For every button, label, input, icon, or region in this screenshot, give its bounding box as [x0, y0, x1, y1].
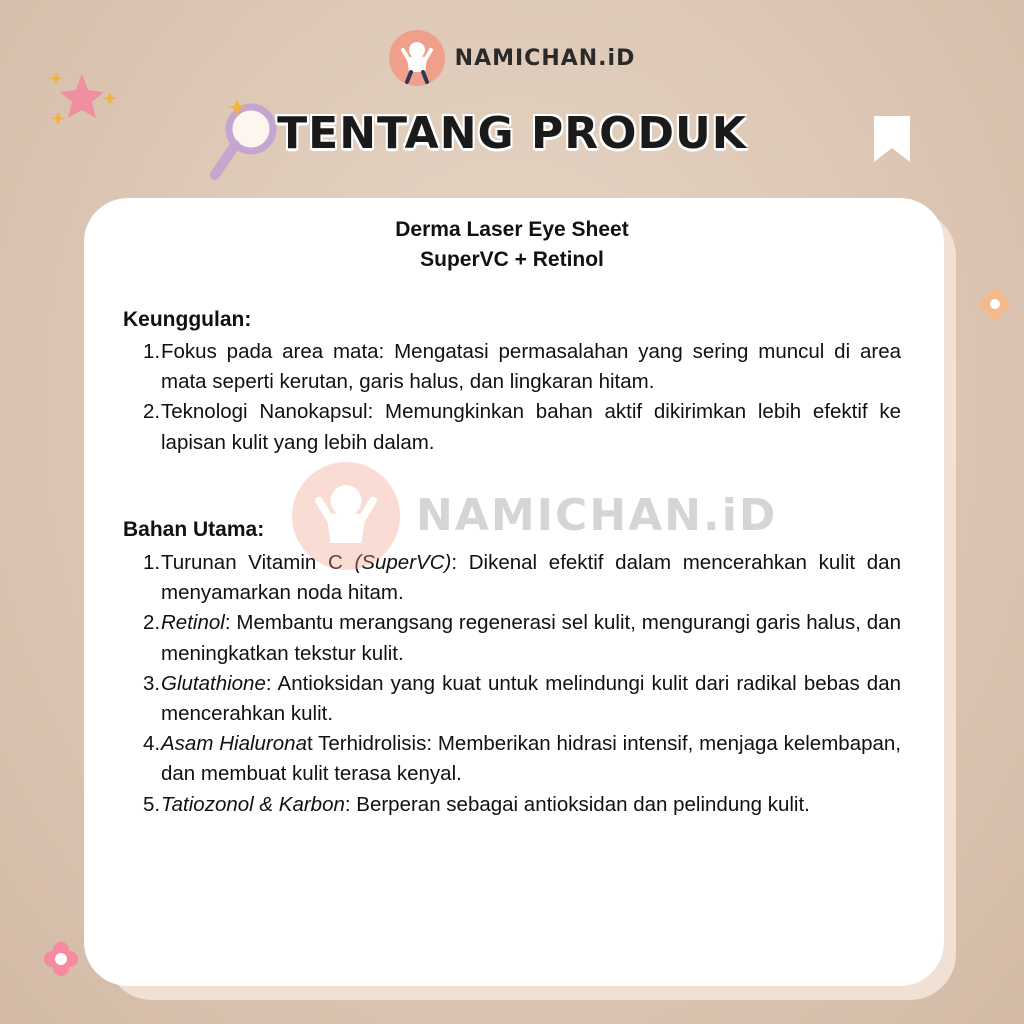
product-name-line2: SuperVC + Retinol — [420, 248, 604, 271]
list-term: Tatiozonol & Karbon — [161, 792, 345, 816]
list-text: : Antioksidan yang kuat untuk melindungi kulit dari radikal bebas dan mencerahkan kulit. — [161, 671, 901, 726]
watermark-text: NAMICHAN.iD — [416, 490, 778, 541]
list-number: 2. — [143, 611, 161, 635]
brand-name: NAMICHAN.iD — [454, 45, 636, 71]
product-name — [0, 215, 1024, 275]
list-item — [123, 608, 901, 668]
list-item — [123, 548, 901, 608]
list-text: t Terhidrolisis: Memberikan hidrasi intensif, menjaga kelembapan, dan membuat kulit terasa kenyal. — [161, 732, 901, 786]
list-text: Teknologi Nanokapsul: Memungkinkan bahan aktif dikirimkan lebih efektif ke lapisan kulit yang lebih dalam. — [161, 400, 901, 454]
list-item — [123, 729, 901, 789]
flower-icon — [44, 942, 78, 976]
list-number: 1. — [143, 551, 161, 574]
list-term: Glutathione — [161, 671, 266, 695]
page-title: TENTANG PRODUK — [277, 108, 747, 159]
list-term: Retinol — [161, 611, 225, 635]
list-item — [123, 790, 901, 820]
list-text: Fokus pada area mata: Mengatasi permasalahan yang sering muncul di area mata seperti kerutan, garis halus, dan lingkaran hitam. — [161, 340, 901, 394]
list-item — [123, 669, 901, 729]
keunggulan-heading: Keunggulan: — [123, 308, 252, 331]
list-term: (SuperVC) — [354, 551, 452, 574]
list-text: : Dikenal efektif dalam mencerahkan kulit dan menyamarkan noda hitam. — [161, 551, 901, 605]
list-text: : Berperan sebagai antioksidan dan pelindung kulit. — [344, 792, 810, 816]
brand-mascot-icon — [389, 30, 445, 86]
list-term: Asam Hialurona — [161, 732, 307, 756]
bahan-list — [123, 548, 901, 820]
list-number: 2. — [143, 400, 161, 424]
list-number: 5. — [143, 792, 161, 816]
list-number: 3. — [143, 671, 161, 695]
list-number: 4. — [143, 732, 161, 756]
product-name-line1: Derma Laser Eye Sheet — [395, 218, 629, 241]
list-number: 1. — [143, 340, 161, 363]
bookmark-icon — [874, 116, 910, 162]
bahan-heading: Bahan Utama: — [123, 518, 265, 541]
list-item — [123, 337, 901, 397]
list-item — [123, 397, 901, 457]
list-prefix: Turunan Vitamin C — [161, 551, 355, 574]
flower-icon — [980, 289, 1010, 319]
keunggulan-list — [123, 337, 901, 458]
list-text: : Membantu merangsang regenerasi sel kulit, mengurangi garis halus, dan meningkatkan tekstur kulit. — [161, 611, 901, 665]
brand-header — [0, 30, 1024, 86]
